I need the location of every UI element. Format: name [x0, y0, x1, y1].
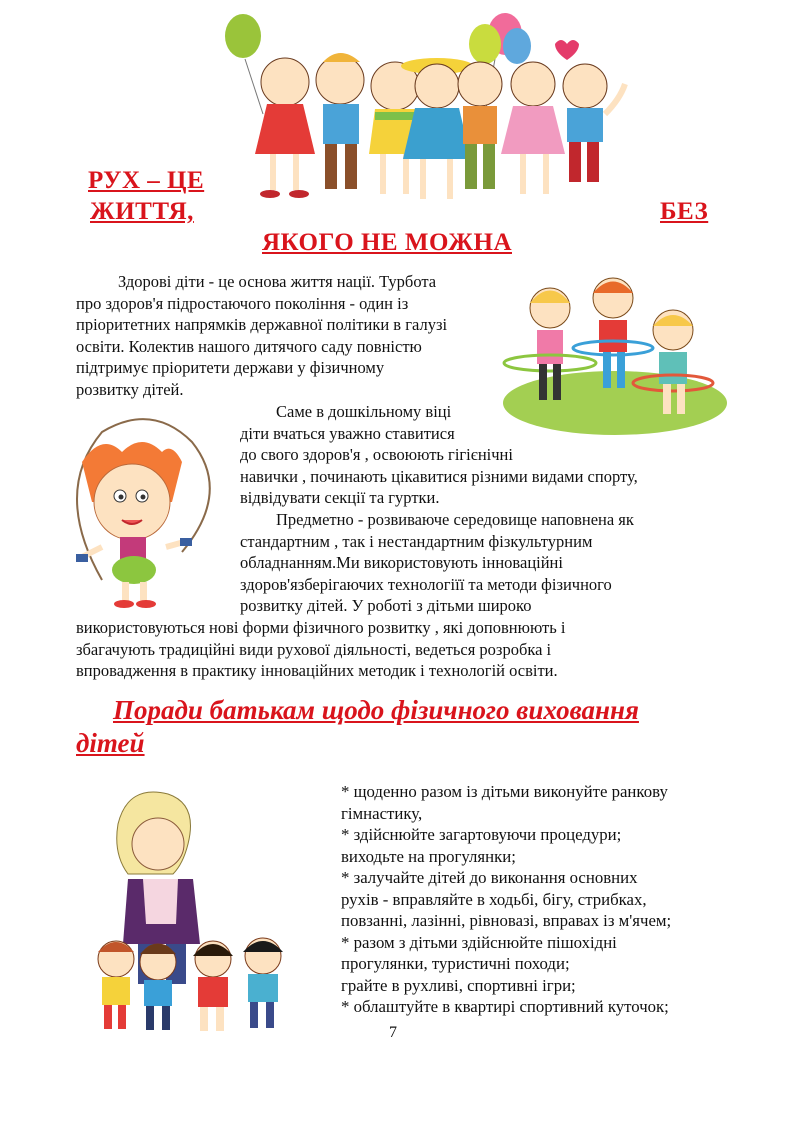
- body-line: до свого здоров'я , освоюють гігієнічні: [240, 445, 513, 465]
- body-line: діти вчаться уважно ставитися: [240, 423, 455, 443]
- body-line: розвитку дітей. У роботі з дітьми широко: [240, 596, 532, 616]
- page-number: 7: [389, 1024, 397, 1041]
- body-line: здоров'язберігаючих технологіїї та методи фізичного: [240, 574, 612, 594]
- tips-line: гімнастику,: [341, 803, 423, 823]
- body-line: Саме в дошкільному віці: [276, 402, 452, 421]
- tips-line: прогулянки, туристичні походи;: [341, 954, 570, 973]
- intro-line: пріоритетних напрямків державної політики в галузі: [76, 315, 448, 335]
- intro-paragraph: [76, 271, 447, 401]
- title-part1-line1: РУХ – ЦЕ: [88, 167, 205, 194]
- body-line: навички , починають цікавитися різними видами спорту,: [240, 466, 638, 486]
- intro-line: Здорові діти - це основа життя нації. Турбота: [118, 272, 437, 291]
- title-part2: БЕЗ: [660, 198, 709, 225]
- tips-line: повзанні, лазінні, рівновазі, вправах із м'ячем;: [341, 911, 672, 930]
- tips-title-line1: Поради батькам щодо фізичного виховання: [113, 695, 639, 725]
- tips-line: грайте в рухливі, спортивні ігри;: [341, 975, 576, 995]
- tips-line: * облаштуйте в квартирі спортивний куточок;: [341, 997, 669, 1016]
- intro-line: освіти. Колектив нашого дитячого саду повністю: [76, 336, 422, 356]
- body-paragraph-wrapped: [240, 401, 638, 617]
- kids-with-balloons-illustration: [215, 4, 645, 216]
- tips-title-line2: дітей: [76, 728, 145, 758]
- tips-line: рухів - вправляйте в ходьбі, бігу, стрибках,: [341, 889, 647, 909]
- title-part3: ЯКОГО НЕ МОЖНА: [262, 229, 512, 256]
- intro-line: підтримує пріоритети держави у фізичному: [76, 358, 385, 378]
- tips-line: виходьте на прогулянки;: [341, 846, 516, 866]
- tips-line: * разом з дітьми здійснюйте пішохідні: [341, 932, 617, 952]
- body-line: відвідувати секції та гуртки.: [240, 488, 440, 508]
- intro-line: розвитку дітей.: [76, 379, 184, 399]
- body-line: використовуються нові форми фізичного розвитку , які доповнюють і: [76, 618, 566, 637]
- jump-rope-girl-illustration: [62, 412, 234, 610]
- title-part1-line2: ЖИТТЯ,: [90, 198, 194, 225]
- tips-line: * залучайте дітей до виконання основних: [341, 868, 638, 887]
- mother-with-children-illustration: [88, 784, 298, 1042]
- tips-line: * щоденно разом із дітьми виконуйте ранкову: [341, 782, 668, 801]
- tips-line: * здійснюйте загартовуючи процедури;: [341, 825, 622, 844]
- body-paragraph-full: [76, 617, 566, 682]
- body-line: збагачують традиційні види рухової діяльності, ведеться розробка і: [76, 639, 552, 659]
- intro-line: про здоров'я підростаючого покоління - один із: [76, 293, 409, 313]
- body-line: впровадження в практику інноваційних методик і технологій освіти.: [76, 661, 558, 681]
- body-line: стандартним , так і нестандартним фізкультурним: [240, 531, 593, 551]
- body-line: обладнанням.Ми використовують інноваційні: [240, 553, 563, 573]
- body-line: Предметно - розвиваюче середовище наповнена як: [276, 509, 634, 529]
- tips-list: [341, 781, 671, 1018]
